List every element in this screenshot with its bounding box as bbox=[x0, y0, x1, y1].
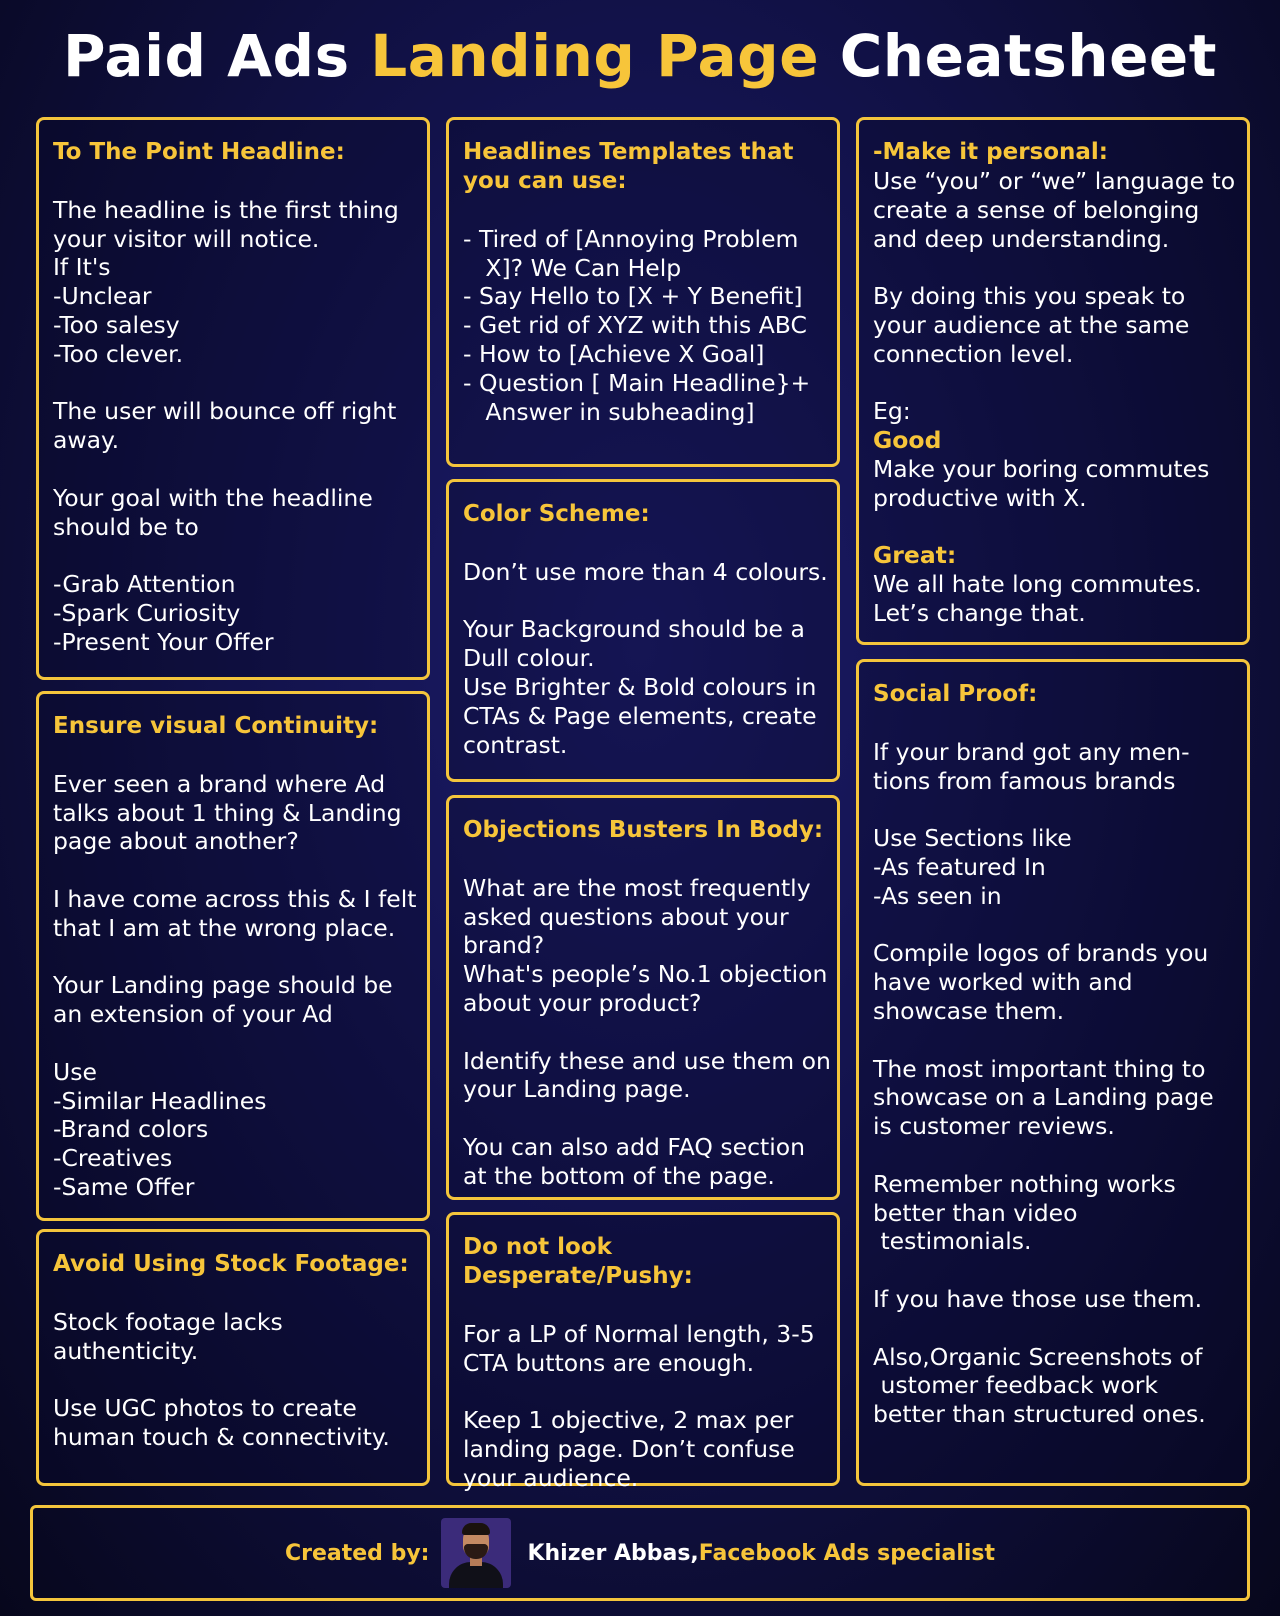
body-line: asked questions about your bbox=[463, 902, 789, 931]
body-line: Remember nothing works bbox=[873, 1169, 1176, 1198]
card-body bbox=[463, 529, 828, 759]
card-color-scheme bbox=[446, 479, 840, 782]
body-line: -Grab Attention bbox=[53, 570, 236, 599]
body-line: Answer in subheading] bbox=[463, 397, 755, 426]
personal-body bbox=[873, 167, 1235, 628]
spacer bbox=[463, 196, 825, 225]
body-line: Also,Organic Screenshots of bbox=[873, 1342, 1203, 1371]
spacer bbox=[463, 845, 825, 874]
spacer bbox=[53, 1365, 415, 1394]
spacer bbox=[873, 709, 1235, 738]
body-line: your Landing page. bbox=[463, 1075, 691, 1104]
body-line: connection level. bbox=[873, 339, 1074, 368]
spacer bbox=[463, 529, 825, 558]
body-line: - Get rid of XYZ with this ABC bbox=[463, 311, 807, 340]
spacer bbox=[463, 1104, 825, 1133]
body-line: Stock footage lacks bbox=[53, 1307, 283, 1336]
created-by-label: Created by: bbox=[284, 1540, 430, 1566]
card-title bbox=[463, 1233, 825, 1291]
body-line: - Question [ Main Headline}+ bbox=[463, 368, 811, 397]
spacer bbox=[53, 943, 415, 972]
card-title-line: Color Scheme: bbox=[463, 501, 650, 527]
spacer bbox=[53, 369, 415, 398]
body-line: -Creatives bbox=[53, 1144, 173, 1173]
body-line: -Spark Curiosity bbox=[53, 598, 241, 627]
body-line: tions from famous brands bbox=[873, 766, 1176, 795]
card-title-line: Avoid Using Stock Footage: bbox=[53, 1251, 409, 1277]
body-line: Use bbox=[53, 1057, 97, 1086]
body-line: better than structured ones. bbox=[873, 1400, 1206, 1429]
card-make-personal bbox=[856, 117, 1250, 645]
body-line: Identify these and use them on bbox=[463, 1046, 831, 1075]
body-line: If you have those use them. bbox=[873, 1284, 1203, 1313]
body-line: testimonials. bbox=[873, 1227, 1032, 1256]
spacer bbox=[873, 253, 1235, 282]
body-line: -Present Your Offer bbox=[53, 627, 274, 656]
card-body bbox=[873, 709, 1235, 1429]
spacer bbox=[873, 1314, 1235, 1343]
card-headline bbox=[36, 117, 430, 680]
body-line: have worked with and bbox=[873, 968, 1133, 997]
body-line: showcase on a Landing page bbox=[873, 1083, 1214, 1112]
author-role: Facebook Ads specialist bbox=[698, 1540, 996, 1566]
card-not-desperate bbox=[446, 1212, 840, 1492]
body-line: The headline is the first thing bbox=[53, 195, 399, 224]
body-line: What's people’s No.1 objection bbox=[463, 960, 828, 989]
personal-title bbox=[873, 138, 1235, 167]
body-line: If It's bbox=[53, 253, 111, 282]
card-title bbox=[53, 712, 415, 741]
card-title-line: Ensure visual Continuity: bbox=[53, 713, 379, 739]
spacer bbox=[463, 1291, 825, 1320]
body-line: - Tired of [Annoying Problem bbox=[463, 224, 799, 253]
card-title-line: Do not look Desperate/Pushy: bbox=[463, 1234, 693, 1289]
body-line: about your product? bbox=[463, 988, 702, 1017]
body-line: at the bottom of the page. bbox=[463, 1161, 775, 1190]
body-line: -Too salesy bbox=[53, 310, 180, 339]
body-line: -Unclear bbox=[53, 282, 152, 311]
title-part1: Paid Ads bbox=[62, 22, 371, 90]
spacer bbox=[873, 1141, 1235, 1170]
body-line: Eg: bbox=[873, 397, 911, 426]
spacer bbox=[53, 541, 415, 570]
body-line: -As featured In bbox=[873, 852, 1046, 881]
body-line: page about another? bbox=[53, 827, 299, 856]
body-line: -As seen in bbox=[873, 881, 1002, 910]
body-line: Don’t use more than 4 colours. bbox=[463, 557, 828, 586]
card-objection-busters bbox=[446, 795, 840, 1200]
author-name: Khizer Abbas, bbox=[527, 1540, 699, 1566]
body-line: Use “you” or “we” language to bbox=[873, 167, 1236, 195]
avatar-hair bbox=[462, 1523, 490, 1535]
body-line: - How to [Achieve X Goal] bbox=[463, 339, 765, 368]
card-stock-footage bbox=[36, 1229, 430, 1486]
body-line: The most important thing to bbox=[873, 1054, 1206, 1083]
body-line: CTA buttons are enough. bbox=[463, 1348, 755, 1377]
page-title bbox=[0, 22, 1280, 90]
body-line: -Same Offer bbox=[53, 1172, 195, 1201]
spacer bbox=[873, 911, 1235, 940]
card-title bbox=[53, 138, 415, 167]
great-label: Great: bbox=[873, 541, 957, 570]
footer-credit bbox=[30, 1505, 1250, 1601]
card-title bbox=[53, 1250, 415, 1279]
spacer bbox=[53, 856, 415, 885]
card-title-line: you can use: bbox=[463, 168, 627, 194]
card-headline-templates bbox=[446, 117, 840, 467]
body-line: Let’s change that. bbox=[873, 598, 1086, 627]
card-title-line: Social Proof: bbox=[873, 681, 1038, 707]
body-line: your visitor will notice. bbox=[53, 224, 320, 253]
body-line: away. bbox=[53, 426, 120, 455]
body-line: showcase them. bbox=[873, 996, 1065, 1025]
spacer bbox=[53, 1279, 415, 1308]
card-title-line: Objections Busters In Body: bbox=[463, 817, 824, 843]
title-highlight: Landing Page bbox=[370, 22, 820, 90]
body-line: By doing this you speak to bbox=[873, 282, 1186, 311]
body-line: ustomer feedback work bbox=[873, 1371, 1158, 1400]
title-part2: Cheatsheet bbox=[819, 22, 1217, 90]
spacer bbox=[463, 587, 825, 616]
body-line: Keep 1 objective, 2 max per bbox=[463, 1406, 794, 1435]
body-line: Ever seen a brand where Ad bbox=[53, 769, 386, 798]
card-body bbox=[53, 167, 415, 657]
card-visual-continuity bbox=[36, 691, 430, 1221]
spacer bbox=[53, 455, 415, 484]
body-line: your audience at the same bbox=[873, 310, 1190, 339]
card-body bbox=[463, 196, 825, 426]
spacer bbox=[53, 741, 415, 770]
body-line: Dull colour. bbox=[463, 644, 595, 673]
body-line: -Similar Headlines bbox=[53, 1086, 267, 1115]
spacer bbox=[873, 1256, 1235, 1285]
card-body bbox=[53, 741, 415, 1202]
card-social-proof bbox=[856, 659, 1250, 1486]
spacer bbox=[463, 1018, 825, 1047]
body-line: You can also add FAQ section bbox=[463, 1132, 806, 1161]
card-title-line: Headlines Templates that bbox=[463, 139, 794, 165]
body-line: X]? We Can Help bbox=[463, 253, 682, 282]
body-line: Your Landing page should be bbox=[53, 971, 393, 1000]
body-line: brand? bbox=[463, 931, 545, 960]
avatar-beard bbox=[464, 1544, 488, 1559]
card-body bbox=[463, 845, 831, 1191]
spacer bbox=[463, 1377, 825, 1406]
spacer bbox=[53, 1029, 415, 1058]
body-line: Make your boring commutes bbox=[873, 454, 1210, 483]
spacer bbox=[53, 167, 415, 196]
body-line: The user will bounce off right bbox=[53, 397, 397, 426]
spacer bbox=[873, 1026, 1235, 1055]
body-line: Your Background should be a bbox=[463, 615, 805, 644]
body-line: and deep understanding. bbox=[873, 224, 1170, 253]
card-title bbox=[463, 816, 825, 845]
body-line: -Too clever. bbox=[53, 339, 184, 368]
spacer bbox=[873, 795, 1235, 824]
body-line: Use UGC photos to create bbox=[53, 1394, 357, 1423]
body-line: authenticity. bbox=[53, 1336, 199, 1365]
body-line: If your brand got any men- bbox=[873, 737, 1190, 766]
body-line: your audience. bbox=[463, 1463, 639, 1492]
card-title bbox=[463, 138, 825, 196]
body-line: talks about 1 thing & Landing bbox=[53, 798, 402, 827]
body-line: landing page. Don’t confuse bbox=[463, 1434, 795, 1463]
body-line: Use Brighter & Bold colours in bbox=[463, 672, 817, 701]
card-body bbox=[53, 1279, 415, 1452]
card-title bbox=[873, 680, 1235, 709]
good-label: Good bbox=[873, 426, 942, 455]
spacer bbox=[873, 513, 1235, 542]
card-title bbox=[463, 500, 825, 529]
body-line: I have come across this & I felt bbox=[53, 884, 417, 913]
body-line: an extension of your Ad bbox=[53, 1000, 333, 1029]
body-line: We all hate long commutes. bbox=[873, 570, 1202, 599]
body-line: contrast. bbox=[463, 730, 568, 759]
body-line: What are the most frequently bbox=[463, 873, 811, 902]
author-avatar bbox=[441, 1518, 511, 1588]
body-line: Compile logos of brands you bbox=[873, 939, 1209, 968]
body-line: productive with X. bbox=[873, 483, 1087, 512]
body-line: - Say Hello to [X + Y Benefit] bbox=[463, 282, 803, 311]
body-line: human touch & connectivity. bbox=[53, 1422, 390, 1451]
body-line: CTAs & Page elements, create bbox=[463, 701, 817, 730]
body-line: should be to bbox=[53, 512, 199, 541]
body-line: Your goal with the headline bbox=[53, 483, 373, 512]
body-line: is customer reviews. bbox=[873, 1112, 1115, 1141]
body-line: create a sense of belonging bbox=[873, 195, 1200, 224]
spacer bbox=[873, 369, 1235, 398]
card-body bbox=[463, 1291, 825, 1493]
body-line: better than video bbox=[873, 1198, 1078, 1227]
card-title-line: -Make it personal: bbox=[873, 139, 1108, 165]
body-line: For a LP of Normal length, 3-5 bbox=[463, 1319, 815, 1348]
body-line: -Brand colors bbox=[53, 1115, 209, 1144]
body-line: that I am at the wrong place. bbox=[53, 913, 396, 942]
body-line: Use Sections like bbox=[873, 824, 1072, 853]
card-title-line: To The Point Headline: bbox=[53, 139, 345, 165]
